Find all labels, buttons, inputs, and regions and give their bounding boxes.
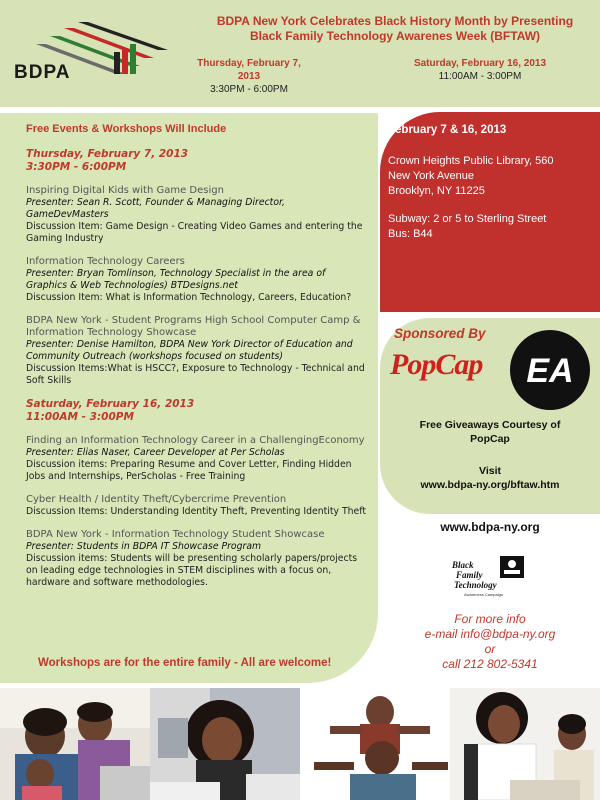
giveaway-line-1: Free Giveaways Courtesy of [419, 419, 561, 431]
header-banner [0, 0, 600, 107]
giveaway-text [380, 418, 600, 446]
closing-message: Workshops are for the entire family - All are welcome! [38, 657, 332, 669]
day-1-date: Thursday, February 7, 2013 [26, 148, 189, 160]
sponsor-panel [380, 318, 600, 514]
address-line-1: Crown Heights Public Library, 560 [388, 155, 554, 167]
event-discussion: Discussion items: Preparing Resume and Cover Letter, Finding Hidden Jobs and Internships, PerScholas - Free Training [26, 459, 352, 482]
events-heading: Free Events & Workshops Will Include [26, 123, 227, 135]
giveaway-line-2: PopCap [470, 433, 510, 445]
contact-info [380, 612, 600, 672]
event-item [26, 494, 366, 518]
ea-logo-text: EA [526, 352, 574, 390]
day-1-heading [26, 148, 366, 174]
visit-info [380, 464, 600, 492]
event-title: BDPA New York - Student Programs High School Computer Camp & Information Technology Showcase [26, 315, 361, 338]
event-title: Finding an Information Technology Career in a ChallengingEconomy [26, 435, 365, 446]
website-link[interactable]: www.bdpa-ny.org [440, 520, 540, 534]
header-date-2-time: 11:00AM - 3:00PM [438, 71, 522, 82]
event-item [26, 256, 366, 304]
bus-info: Bus: B44 [388, 228, 433, 240]
event-presenter: Presenter: Bryan Tomlinson, Technology Specialist in the area of Graphics & Web Technologies) BTDesigns.net [26, 268, 326, 291]
event-item [26, 529, 366, 589]
contact-phone: call 212 802-5341 [442, 657, 538, 671]
event-discussion: Discussion Item: What is Information Technology, Careers, Education? [26, 292, 352, 303]
event-item [26, 185, 366, 245]
photo-women-studying [450, 688, 600, 800]
event-discussion: Discussion Items: Understanding Identity Theft, Preventing Identity Theft [26, 506, 366, 517]
subway-info: Subway: 2 or 5 to Sterling Street [388, 213, 547, 225]
header-date-2-day: Saturday, February 16, 2013 [413, 58, 547, 69]
bftaw-line-2: Family [456, 570, 483, 580]
contact-line-3: or [484, 642, 496, 656]
event-title: BDPA New York - Information Technology Student Showcase [26, 529, 325, 540]
event-presenter: Presenter: Denise Hamilton, BDPA New York Director of Education and Community Outreach (workshops focused on students) [26, 339, 353, 362]
address-line-2: New York Avenue [388, 170, 475, 182]
transit-info [388, 212, 546, 242]
event-discussion: Discussion items: Students will be presenting scholarly papers/projects on leading edge technologies in STEM disciplines with a focus on, hardware and software methodologies. [26, 553, 358, 588]
contact-line-1: For more info [454, 612, 526, 626]
event-discussion: Discussion Item: Game Design - Creating Video Games and entering the Gaming Industry [26, 221, 363, 244]
header-date-1 [188, 57, 310, 96]
logo-text: BDPA [14, 62, 71, 83]
event-title: Information Technology Careers [26, 256, 185, 267]
popcap-logo: PopCap [390, 348, 483, 381]
visit-label: Visit [479, 465, 501, 477]
event-item [26, 315, 366, 387]
event-presenter: Presenter: Sean R. Scott, Founder & Managing Director, GameDevMasters [26, 197, 285, 220]
header-title-line1: BDPA New York Celebrates Black History Month by Presenting [216, 14, 574, 28]
visit-url-link[interactable]: www.bdpa-ny.org/bftaw.htm [420, 479, 560, 491]
contact-email[interactable]: e-mail info@bdpa-ny.org [424, 627, 556, 641]
event-item [26, 435, 366, 483]
bftaw-line-4: Awareness Campaign [464, 592, 504, 597]
day-2-heading [26, 398, 366, 424]
bftaw-line-3: Technology [454, 580, 497, 590]
location-dates: February 7 & 16, 2013 [388, 124, 507, 136]
header-title [196, 14, 594, 44]
events-panel [0, 113, 378, 683]
header-date-1-day: Thursday, February 7, 2013 [197, 58, 301, 82]
bftaw-logo [450, 554, 528, 606]
photo-family-computer [0, 688, 150, 800]
ea-logo [510, 330, 590, 410]
ea-logo-graphic [510, 330, 590, 410]
event-discussion: Discussion Items:What is HSCC?, Exposure to Technology - Technical and Soft Skills [26, 363, 365, 386]
location-panel [380, 112, 600, 312]
event-presenter: Presenter: Elias Naser, Career Developer at Per Scholas [26, 447, 285, 458]
address-line-3: Brooklyn, NY 11225 [388, 185, 485, 197]
event-presenter: Presenter: Students in BDPA IT Showcase Program [26, 541, 262, 552]
header-date-1-time: 3:30PM - 6:00PM [210, 84, 288, 95]
event-title: Cyber Health / Identity Theft/Cybercrime Prevention [26, 494, 287, 505]
event-title: Inspiring Digital Kids with Game Design [26, 185, 224, 196]
photo-girl-computer [150, 688, 300, 800]
bftaw-logo-graphic [450, 554, 528, 606]
header-date-2 [400, 57, 560, 83]
header-title-line2: Black Family Technology Awarenes Week (BFTAW) [249, 29, 541, 43]
day-2-date: Saturday, February 16, 2013 [26, 398, 195, 410]
day-1-time: 3:30PM - 6:00PM [26, 161, 127, 173]
sponsored-by-label: Sponsored By [394, 326, 486, 341]
bdpa-logo [8, 18, 178, 93]
bftaw-line-1: Black [452, 560, 474, 570]
photo-father-son [300, 688, 450, 800]
location-address [388, 154, 593, 199]
day-2-time: 11:00AM - 3:00PM [26, 411, 134, 423]
